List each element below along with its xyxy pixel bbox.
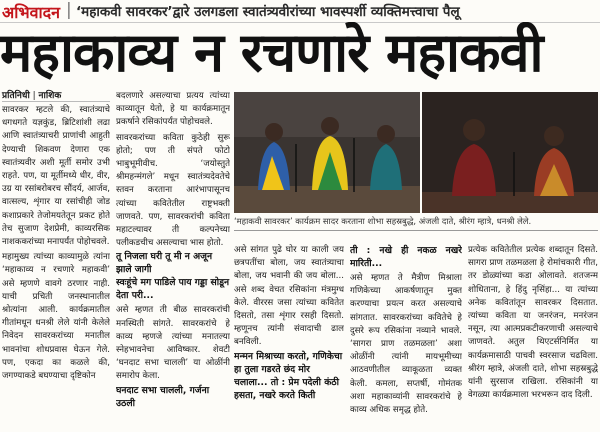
byline-city: नाशिक bbox=[38, 91, 62, 101]
article-paragraph: बदलणारे असल्याचा प्रत्यय त्यांच्या काव्यातून येतो, हे या कार्यक्रमातून प्रकर्षाने रसिकांपर्यंत पोहोचवले. bbox=[116, 91, 230, 128]
article-column-3 bbox=[234, 244, 344, 432]
stage-photo-illustration bbox=[234, 92, 420, 213]
event-photo-duo bbox=[422, 92, 598, 213]
strap-separator: | bbox=[66, 0, 72, 20]
poem-quote: तू निजला घरी तू मी न अजून झाले जागी bbox=[116, 251, 213, 276]
byline-source: प्रतिनिधी bbox=[2, 91, 30, 101]
main-headline: महाकाव्य न रचणारे महाकवी bbox=[0, 22, 543, 84]
article-paragraph: असे म्हणत ते मैत्रीण मिश्राला गणिकेच्या आकर्षणातून मुक्त करण्याचा प्रयत्न करत असल्याचे सांगतात. सावरकरांच्या कवितेचे हे दुसरे रूप रसिकांना नव्याने भावले. ‘सागरा प्राण तळमळला’ अशा ओळींनी त्यांनी मायभूमीच्या आठवणीतील व्याकूळता व्यक्त केली. कमला, सप्तर्षी, गोमंतक अशा महाकाव्यांनी सावरकरांचे हे काव्य अधिक समृद्ध होते. bbox=[350, 273, 462, 416]
article-paragraph: असे म्हणत ती बीळ सावरकरांची मनस्थिती सांगते. सावरकरांचे हे काव्य म्हणजे त्यांच्या मनातल्या स्नेहभावनेचा आविष्कार. शेवटी ‘घनदाट सभा चालली’ या ओळींनी समारोप केला. bbox=[116, 305, 230, 382]
poem-quote: घनदाट सभा चालली, गर्जना उठली bbox=[116, 384, 210, 409]
article-column-2 bbox=[116, 90, 230, 432]
poem-quote: स्वःहूंचे मग पाडिले पाय गड्डा सोडून देता परी... bbox=[116, 277, 230, 302]
section-strap bbox=[0, 0, 600, 23]
article-paragraph: सावरकर म्हटले की, स्वातंत्र्याचे धगधगते यज्ञकुंड, ब्रिटिशांशी लढा आणि स्वातंत्र्याचरी प्राणांची आहुती देण्याची शिकवण देणारा एक स्वातंत्र्यवीर अशी मूर्ती समोर उभी राहते. पण, या मूर्तीमध्ये धीर, वीर, उग्र या रसांबरोबरच सौंदर्य, आर्जव, वात्सल्य, शृंगार या रसांचीही जोड कशाप्रकारे तेजोमयतेतून प्रकट होते तेच सुजाण देशप्रेमी, काव्यरसिक नाशककरांच्या मनापर्यंत पोहोचवले. bbox=[2, 105, 110, 248]
duo-photo-illustration bbox=[422, 92, 598, 213]
section-brand: अभिवादन bbox=[2, 3, 61, 22]
article-column-1 bbox=[2, 104, 110, 432]
byline: प्रतिनिधी | नाशिक bbox=[2, 88, 110, 102]
article-paragraph: प्रत्येक कवितेतील प्रत्येक शब्दातून दिसते. सागरा प्राण तळमळला हे रोमांचकारी गीत, तर डोळ्यांच्या कडा ओलावते. शतजन्म शोधिताना, हे हिंदु नृसिंहा... या त्यांच्या अनेक कवितांतून सावरकर दिसतात. त्यांच्या कविता या जनरंजन, मनरंजन नसून, त्या आत्मप्रकटीकरणाची असल्याचे जाणवते. अतुल थिएटर्सनिर्मित या कार्यक्रमासाठी पाचवी स्वरसाज चढविला. श्रीरंग म्हात्रे, अंजली दाते, शोभा सहस्रबुद्धे यांनी सुरसाज राखिला. रसिकांनी या वेगळ्या कार्यक्रमाला भरभरून दाद दिली. bbox=[468, 245, 598, 401]
article-column-4 bbox=[350, 244, 462, 432]
strap-text: ‘महाकवी सावरकर’द्वारे उलगडला स्वातंत्र्यवीरांच्या भावस्पर्शी व्यक्तिमत्त्वाचा पैलू bbox=[76, 4, 460, 20]
poem-quote: मन्मन मिश्राच्या करतो, गणिकेचा हा तुला गडरते छंद मोर चलाला... तो : प्रेम पदेली कंठी हसता, नखरे करते किती bbox=[234, 350, 343, 401]
article-column-5 bbox=[468, 244, 598, 432]
photo-caption: ‘महाकवी सावरकर’ कार्यक्रम सादर करताना शोभा सहस्रबुद्धे, अंजली दाते, श्रीरंग म्हात्रे, धनश्री लेले. bbox=[234, 216, 598, 231]
article-paragraph: असे सांगत पुढे घोर या काली जय छत्रपतींचा बोला, जय स्वातंत्र्याचा बोला, जय भवानी की जय बोला... असे शब्द वेचत रसिकांना मंत्रमुग्ध केले. वीररस जसा त्यांच्या कवितेत दिसतो, तसा शृंगार रसही दिसतो. म्हणूनच त्यांनी संवादाची ढाल बनविली. bbox=[234, 245, 344, 348]
event-photo-performers bbox=[234, 92, 420, 213]
article-paragraph: महामुख्य त्यांच्या काव्यामुळे त्यांना ‘महाकाव्य न रचणारे महाकवी’ असे म्हणणे वावगे ठरणार नाही. याची प्रचिती जनस्थानातील श्रोत्यांना आली. कार्यक्रमातील गीतांमधून धनश्री लेले यांनी केलेले निवेदन सावरकरांच्या मनातील भावनांचा शोधप्रवास घेऊन गेले. पण, एकदा का कळले की, जगण्याकडे बघण्याचा दृष्टिकोन bbox=[2, 252, 110, 382]
poem-quote: ती : नखे ही नकळ नखरे मारिती... bbox=[350, 245, 462, 269]
article-paragraph: सावरकरांच्या कविता कुठेही सुरू होतो; पण ती संपते फोटो भाबुभूमीवीच. ‘जयोस्तुते श्रीमहन्मंगले’ मधून स्वातंत्र्यदेवतेचे स्तवन करताना आरंभापासूनच त्यांच्या कवितेतील राष्ट्रभक्ती जाणवते. पण, सावरकरांची कविता महाटल्यावर ती कल्पनेच्या पलीकडचीच असल्याचा भास होतो. bbox=[116, 132, 230, 249]
